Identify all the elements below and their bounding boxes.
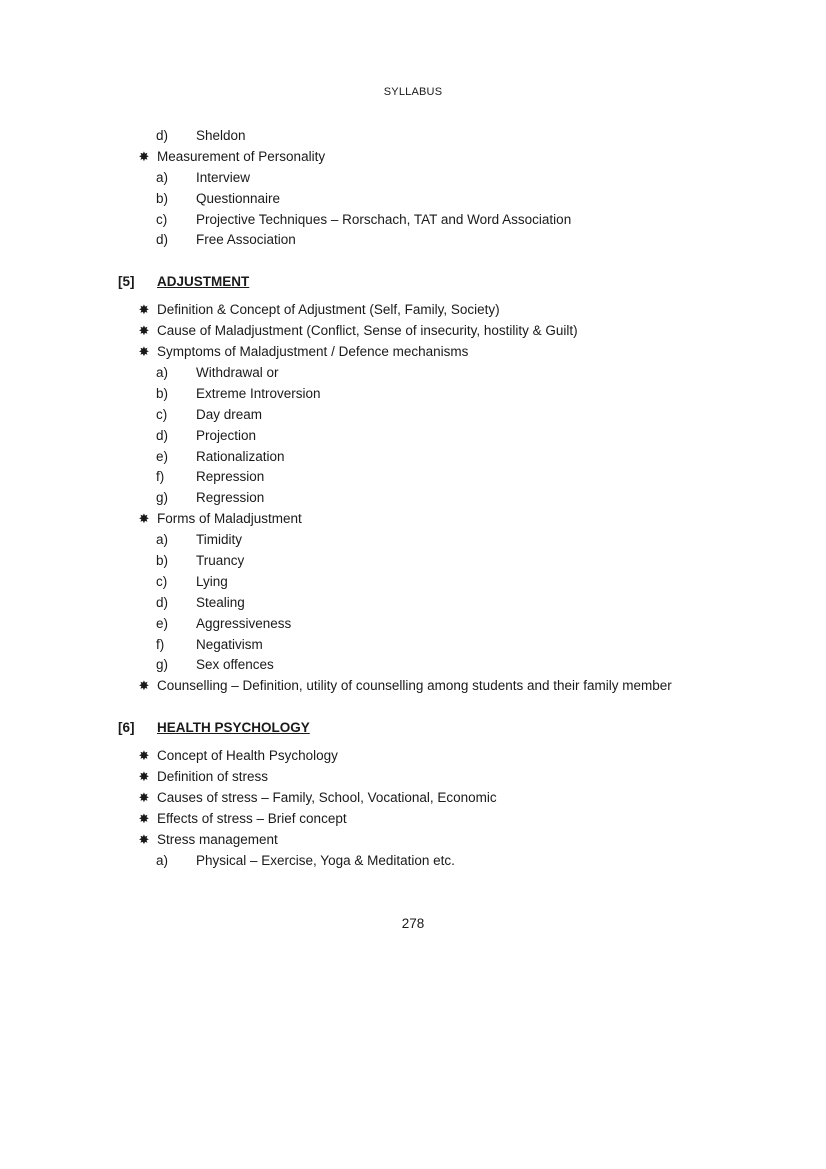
bullet-item xyxy=(0,830,826,851)
item-letter: e) xyxy=(156,615,169,631)
asterisk-bullet-icon: ✸ xyxy=(138,511,150,527)
item-text: Free Association xyxy=(196,232,296,248)
item-text: Questionnaire xyxy=(196,190,281,206)
item-text: Lying xyxy=(196,573,228,589)
item-text: Withdrawal or xyxy=(196,365,279,381)
page-number: 278 xyxy=(401,916,425,931)
item-text: Timidity xyxy=(196,532,242,548)
section-number: [5] xyxy=(118,274,135,290)
list-item xyxy=(0,551,826,572)
list-item xyxy=(0,467,826,488)
list-item xyxy=(0,426,826,447)
item-text: Physical – Exercise, Yoga & Meditation etc. xyxy=(196,852,455,868)
bullet-item xyxy=(0,809,826,830)
asterisk-bullet-icon: ✸ xyxy=(138,831,150,847)
item-letter: b) xyxy=(156,385,169,401)
item-letter: d) xyxy=(156,427,169,443)
list-item xyxy=(0,168,826,189)
item-text: Rationalization xyxy=(196,448,285,464)
item-letter: a) xyxy=(156,852,169,868)
list-item xyxy=(0,635,826,656)
asterisk-bullet-icon: ✸ xyxy=(138,302,150,318)
list-item xyxy=(0,363,826,384)
list-item xyxy=(0,530,826,551)
item-text: Repression xyxy=(196,469,265,485)
bullet-item xyxy=(0,147,826,168)
bullet-item xyxy=(0,788,826,809)
item-text: Regression xyxy=(196,490,265,506)
asterisk-bullet-icon: ✸ xyxy=(138,344,150,360)
item-text: Sex offences xyxy=(196,657,274,673)
item-text: Interview xyxy=(196,169,251,185)
section-number: [6] xyxy=(118,720,135,736)
item-letter: c) xyxy=(156,211,168,227)
item-letter: e) xyxy=(156,448,169,464)
bullet-text: Measurement of Personality xyxy=(157,148,326,164)
asterisk-bullet-icon: ✸ xyxy=(138,769,150,785)
item-letter: b) xyxy=(156,190,169,206)
bullet-item xyxy=(0,767,826,788)
bullet-text: Effects of stress – Brief concept xyxy=(157,810,347,826)
item-letter: d) xyxy=(156,594,169,610)
list-item xyxy=(0,384,826,405)
item-text: Stealing xyxy=(196,594,245,610)
list-item xyxy=(0,189,826,210)
item-letter: a) xyxy=(156,532,169,548)
item-letter: f) xyxy=(156,636,165,652)
bullet-text: Forms of Maladjustment xyxy=(157,511,302,527)
item-text: Projection xyxy=(196,427,257,443)
item-letter: a) xyxy=(156,365,169,381)
bullet-text: Cause of Maladjustment (Conflict, Sense of insecurity, hostility & Guilt) xyxy=(157,323,578,339)
section-heading-health-psychology xyxy=(0,717,826,739)
asterisk-bullet-icon: ✸ xyxy=(138,678,150,694)
list-item xyxy=(0,230,826,251)
asterisk-bullet-icon: ✸ xyxy=(138,790,150,806)
item-text: Day dream xyxy=(196,406,263,422)
item-letter: c) xyxy=(156,573,168,589)
section-title: HEALTH PSYCHOLOGY xyxy=(157,720,310,736)
bullet-text: Concept of Health Psychology xyxy=(157,748,338,764)
list-item xyxy=(0,210,826,231)
list-item xyxy=(0,655,826,676)
asterisk-bullet-icon: ✸ xyxy=(138,148,150,164)
list-item xyxy=(0,405,826,426)
syllabus-content xyxy=(0,126,826,872)
bullet-item xyxy=(0,746,826,767)
bullet-item xyxy=(0,342,826,363)
item-letter: d) xyxy=(156,128,169,143)
section-heading-adjustment xyxy=(0,271,826,293)
item-letter: f) xyxy=(156,469,165,485)
bullet-text: Definition & Concept of Adjustment (Self, Family, Society) xyxy=(157,302,500,318)
list-item xyxy=(0,126,826,147)
asterisk-bullet-icon: ✸ xyxy=(138,810,150,826)
bullet-item xyxy=(0,509,826,530)
list-item xyxy=(0,593,826,614)
page-header: SYLLABUS xyxy=(383,86,443,98)
item-letter: g) xyxy=(156,490,169,506)
item-letter: g) xyxy=(156,657,169,673)
item-letter: c) xyxy=(156,406,168,422)
list-item xyxy=(0,488,826,509)
asterisk-bullet-icon: ✸ xyxy=(138,748,150,764)
list-item xyxy=(0,614,826,635)
item-text: Truancy xyxy=(196,553,245,569)
item-text: Extreme Introversion xyxy=(196,385,321,401)
item-text: Negativism xyxy=(196,636,263,652)
item-letter: b) xyxy=(156,553,169,569)
bullet-text: Definition of stress xyxy=(157,769,269,785)
bullet-text: Symptoms of Maladjustment / Defence mechanisms xyxy=(157,344,469,360)
bullet-item xyxy=(0,676,826,697)
item-text: Aggressiveness xyxy=(196,615,292,631)
list-item xyxy=(0,447,826,468)
bullet-item xyxy=(0,300,826,321)
item-letter: d) xyxy=(156,232,169,248)
asterisk-bullet-icon: ✸ xyxy=(138,323,150,339)
bullet-text: Counselling – Definition, utility of counselling among students and their family member xyxy=(157,678,672,694)
list-item xyxy=(0,851,826,872)
bullet-text: Stress management xyxy=(157,831,278,847)
item-letter: a) xyxy=(156,169,169,185)
item-text: Sheldon xyxy=(196,128,246,143)
bullet-text: Causes of stress – Family, School, Vocational, Economic xyxy=(157,790,497,806)
list-item xyxy=(0,572,826,593)
section-title: ADJUSTMENT xyxy=(157,274,250,290)
bullet-item xyxy=(0,321,826,342)
item-text: Projective Techniques – Rorschach, TAT and Word Association xyxy=(196,211,572,227)
